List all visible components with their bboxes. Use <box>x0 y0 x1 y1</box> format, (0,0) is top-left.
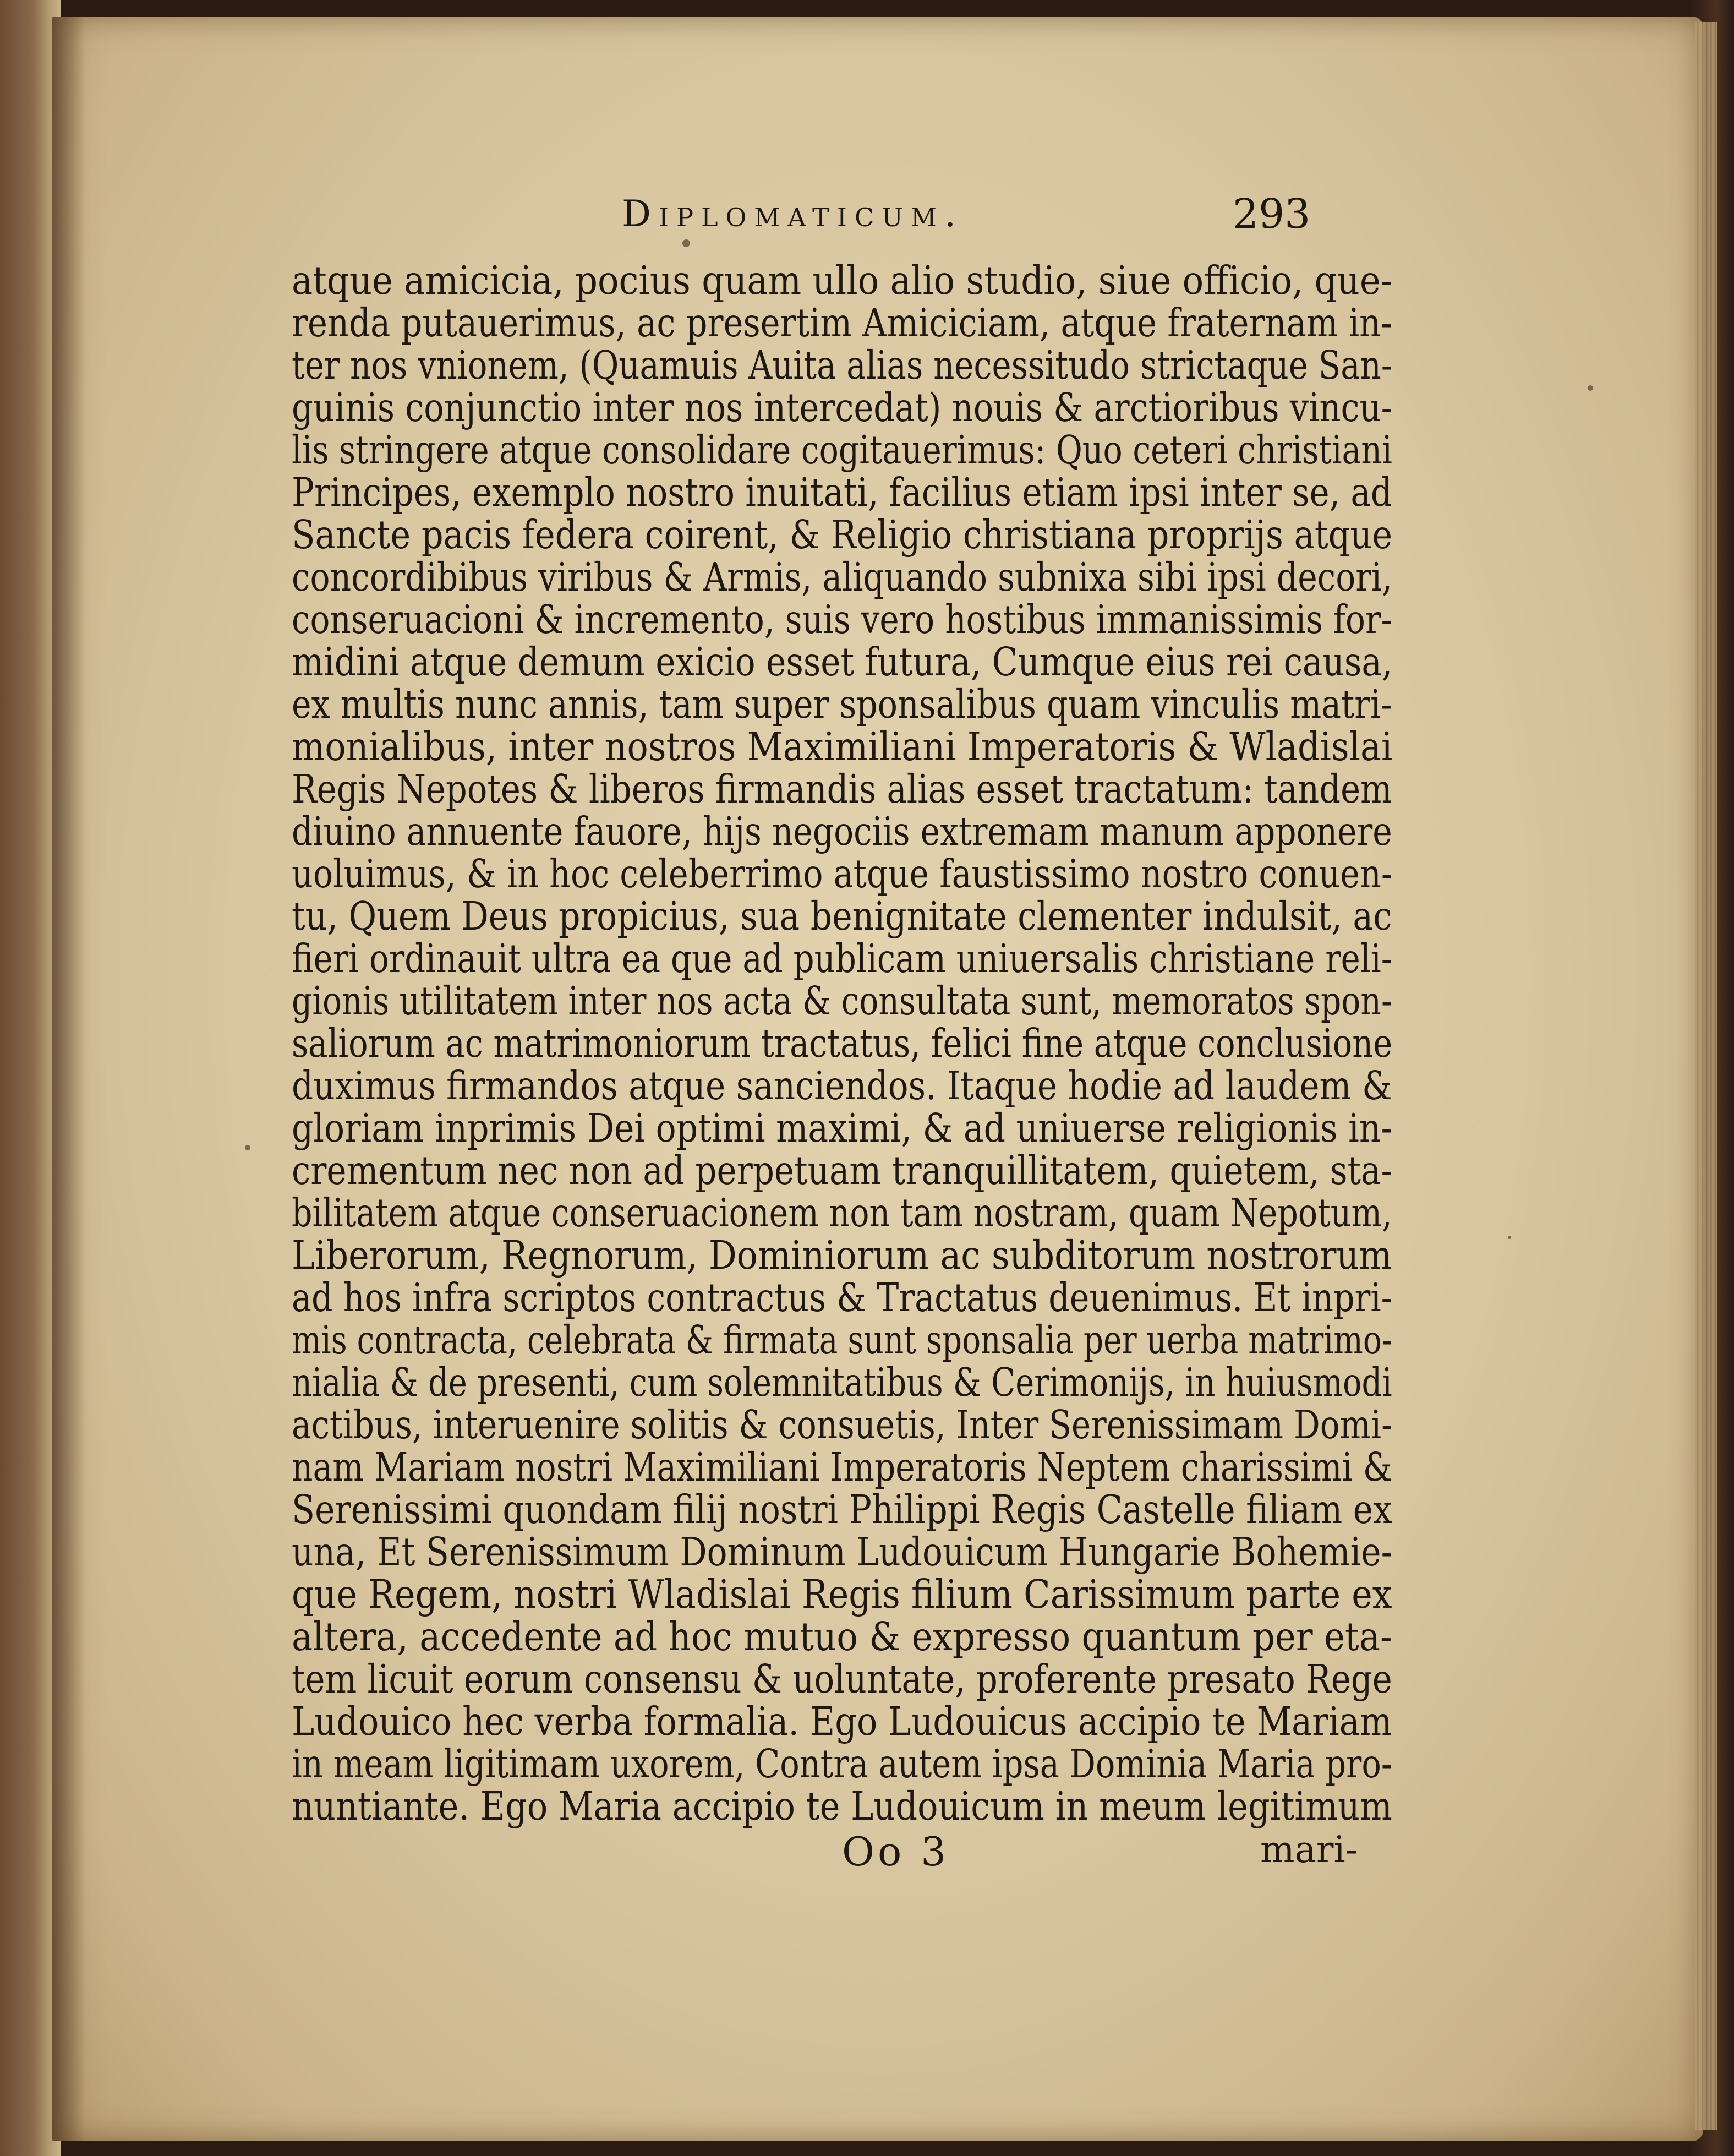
text-line: midini atque demum exicio esset futura, Cumque eius rei causa, <box>292 639 1393 685</box>
text-line: mis contracta, celebrata & firmata sunt sponsalia per uerba matrimo- <box>292 1317 1392 1363</box>
text-line: tem licuit eorum consensu & uoluntate, proferente presato Rege <box>292 1656 1392 1702</box>
page-number: 293 <box>1233 190 1311 238</box>
text-line: uoluimus, & in hoc celeberrimo atque faustissimo nostro conuen- <box>292 851 1393 897</box>
text-line: ex multis nunc annis, tam super sponsalibus quam vinculis matri- <box>292 681 1392 727</box>
text-line: Principes, exemplo nostro inuitati, facilius etiam ipsi inter se, ad <box>292 470 1392 515</box>
text-line: guinis conjunctio inter nos intercedat) nouis & arctioribus vincu- <box>292 385 1393 430</box>
signature-mark: Oo 3 <box>842 1828 950 1875</box>
paper-speck <box>1588 385 1593 391</box>
paper-speck <box>1508 1236 1511 1239</box>
text-line: que Regem, nostri Wladislai Regis filium Carissimum parte ex <box>292 1571 1392 1617</box>
text-line: gloriam inprimis Dei optimi maximi, & ad uniuerse religionis in- <box>292 1105 1393 1151</box>
text-line: ter nos vnionem, (Quamuis Auita alias necessitudo strictaque San- <box>292 342 1392 388</box>
text-line: conseruacioni & incremento, suis vero hostibus immanissimis for- <box>292 597 1392 642</box>
text-line: saliorum ac matrimoniorum tractatus, felici fine atque conclusione <box>292 1020 1393 1066</box>
running-title: Diplomaticum. <box>622 193 964 235</box>
paper-speck <box>245 1145 250 1150</box>
text-line: atque amicicia, pocius quam ullo alio studio, siue officio, que- <box>292 258 1393 303</box>
text-line: lis stringere atque consolidare cogitauerimus: Quo ceteri christiani <box>292 427 1392 473</box>
text-line: concordibibus viribus & Armis, aliquando subnixa sibi ipsi decori, <box>292 554 1393 600</box>
text-line: nam Mariam nostri Maximiliani Imperatoris Neptem charissimi & <box>292 1444 1392 1490</box>
text-line: Regis Nepotes & liberos firmandis alias esset tractatum: tandem <box>292 766 1392 812</box>
text-line: ad hos infra scriptos contractus & Tractatus deuenimus. Et inpri- <box>292 1275 1393 1320</box>
text-line: Ludouico hec verba formalia. Ego Ludouicus accipio te Mariam <box>292 1699 1392 1744</box>
paper-speck <box>682 239 690 247</box>
text-line: renda putauerimus, ac presertim Amiciciam, atque fraternam in- <box>292 300 1392 346</box>
text-line: crementum nec non ad perpetuam tranquillitatem, quietem, sta- <box>292 1148 1393 1193</box>
text-line: bilitatem atque conseruacionem non tam nostram, quam Nepotum, <box>292 1190 1392 1236</box>
text-line: nuntiante. Ego Maria accipio te Ludouicum in meum legitimum <box>292 1783 1392 1829</box>
text-line: fieri ordinauit ultra ea que ad publicam uniuersalis christiane reli- <box>292 936 1392 981</box>
text-line: Serenissimi quondam filij nostri Philippi Regis Castelle filiam ex <box>292 1487 1392 1532</box>
text-line: actibus, interuenire solitis & consuetis, Inter Serenissimam Domi- <box>292 1402 1393 1448</box>
text-line: gionis utilitatem inter nos acta & consultata sunt, memoratos spon- <box>292 978 1392 1024</box>
text-line: nialia & de presenti, cum solemnitatibus & Cerimonijs, in huiusmodi <box>292 1360 1392 1405</box>
text-line: duximus firmandos atque sanciendos. Itaque hodie ad laudem & <box>292 1063 1392 1109</box>
text-line: diuino annuente fauore, hijs negociis extremam manum apponere <box>292 809 1392 854</box>
text-line: tu, Quem Deus propicius, sua benignitate clementer indulsit, ac <box>292 893 1392 939</box>
text-line: Sancte pacis federa coirent, & Religio christiana proprijs atque <box>292 512 1393 558</box>
text-line: Liberorum, Regnorum, Dominiorum ac subditorum nostrorum <box>292 1232 1392 1278</box>
text-line: una, Et Serenissimum Dominum Ludouicum Hungarie Bohemie- <box>292 1529 1393 1575</box>
text-line: monialibus, inter nostros Maximiliani Imperatoris & Wladislai <box>292 724 1393 769</box>
catchword: mari- <box>1260 1828 1358 1871</box>
text-line: in meam ligitimam uxorem, Contra autem ipsa Dominia Maria pro- <box>292 1741 1392 1787</box>
text-line: altera, accedente ad hoc mutuo & expresso quantum per eta- <box>292 1614 1392 1660</box>
